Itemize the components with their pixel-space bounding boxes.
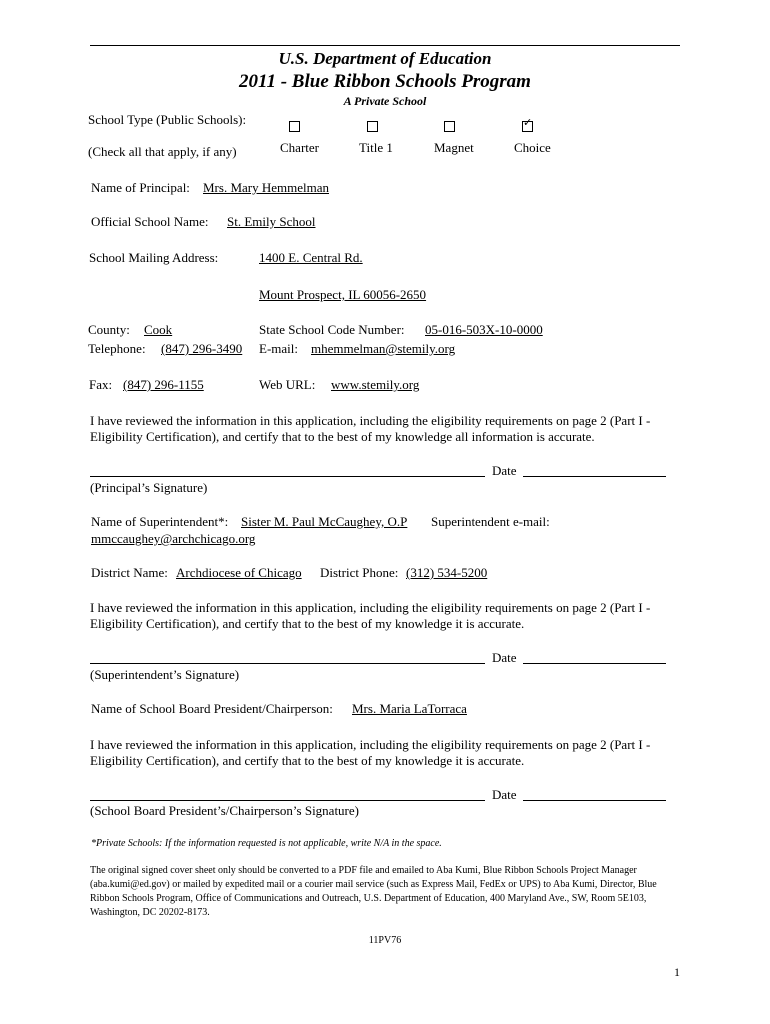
principal-date-line	[523, 476, 666, 477]
county-value: Cook	[144, 322, 173, 337]
telephone-value: (847) 296-3490	[161, 341, 243, 356]
superintendent-certification: I have reviewed the information in this application, including the eligibility requirements on page 2 (Part I - Eligibility Certification), and certify that to the best of my knowledge it is accurate.	[90, 600, 651, 631]
charter-label: Charter	[280, 140, 319, 155]
magnet-label: Magnet	[434, 140, 474, 155]
address-line1: 1400 E. Central Rd.	[259, 250, 363, 265]
school-kind-subtitle: A Private School	[343, 94, 427, 108]
address-line2: Mount Prospect, IL 60056-2650	[259, 287, 427, 302]
board-signature-line	[90, 800, 485, 801]
district-name-value: Archdiocese of Chicago	[176, 565, 302, 580]
state-code-label: State School Code Number:	[259, 322, 405, 337]
fax-label: Fax:	[89, 377, 113, 392]
email-value: mhemmelman@stemily.org	[311, 341, 456, 356]
principal-signature-line	[90, 476, 485, 477]
district-name-label: District Name:	[91, 565, 168, 580]
superintendent-date-label: Date	[492, 650, 517, 665]
choice-label: Choice	[514, 140, 551, 155]
school-type-hint: (Check all that apply, if any)	[88, 144, 237, 159]
state-code-value: 05-016-503X-10-0000	[425, 322, 543, 337]
district-phone-label: District Phone:	[320, 565, 399, 580]
principal-date-label: Date	[492, 463, 517, 478]
superintendent-email-label: Superintendent e-mail:	[431, 514, 550, 529]
superintendent-signature-caption: (Superintendent’s Signature)	[90, 667, 240, 682]
county-label: County:	[88, 322, 130, 337]
district-phone-value: (312) 534-5200	[406, 565, 488, 580]
telephone-label: Telephone:	[88, 341, 146, 356]
program-title: 2011 - Blue Ribbon Schools Program	[239, 71, 531, 92]
principal-certification: I have reviewed the information in this application, including the eligibility requirements on page 2 (Part I - Eligibility Certification), and certify that to the best of my knowledge all information is accurate.	[90, 413, 651, 444]
board-label: Name of School Board President/Chairperson:	[91, 701, 333, 716]
school-type-label: School Type (Public Schools):	[88, 112, 247, 127]
checkmark-icon: ✓	[523, 117, 533, 129]
superintendent-label: Name of Superintendent*:	[91, 514, 229, 529]
board-signature-caption: (School Board President’s/Chairperson’s Signature)	[90, 803, 359, 818]
title1-label: Title 1	[359, 140, 393, 155]
address-label: School Mailing Address:	[89, 250, 219, 265]
email-label: E-mail:	[259, 341, 298, 356]
mailing-instructions: The original signed cover sheet only should be converted to a PDF file and emailed to Aba Kumi, Blue Ribbon Schools Project Manager (aba.kumi@ed.gov) or mailed by expedited mail or a courier mail service (such as Express Mail, FedEx or UPS) to Aba Kumi, Director, Blue Ribbon Schools Program, Office of Communications and Outreach, U.S. Department of Education, 400 Maryland Ave., SW, Room 5E103, Washington, DC 20202-8173.	[90, 865, 657, 918]
board-date-label: Date	[492, 787, 517, 802]
superintendent-email: mmccaughey@archchicago.org	[91, 531, 256, 546]
principal-name: Mrs. Mary Hemmelman	[203, 180, 330, 195]
web-value: www.stemily.org	[331, 377, 420, 392]
title1-checkbox[interactable]	[367, 121, 378, 132]
page-number: 1	[674, 965, 680, 979]
principal-signature-caption: (Principal’s Signature)	[90, 480, 208, 495]
principal-label: Name of Principal:	[91, 180, 190, 195]
footnote: *Private Schools: If the information requested is not applicable, write N/A in the space.	[91, 838, 442, 849]
superintendent-name: Sister M. Paul McCaughey, O.P	[241, 514, 408, 529]
document-code: 11PV76	[368, 935, 402, 946]
charter-checkbox[interactable]	[289, 121, 300, 132]
web-label: Web URL:	[259, 377, 316, 392]
header-rule	[90, 45, 680, 46]
choice-checkbox[interactable]	[522, 117, 533, 132]
school-name-label: Official School Name:	[91, 214, 209, 229]
superintendent-date-line	[523, 663, 666, 664]
board-certification: I have reviewed the information in this application, including the eligibility requirements on page 2 (Part I - Eligibility Certification), and certify that to the best of my knowledge it is accurate.	[90, 737, 651, 768]
school-name-value: St. Emily School	[227, 214, 316, 229]
magnet-checkbox[interactable]	[444, 121, 455, 132]
fax-value: (847) 296-1155	[123, 377, 204, 392]
agency-title: U.S. Department of Education	[278, 49, 492, 68]
board-date-line	[523, 800, 666, 801]
board-name: Mrs. Maria LaTorraca	[352, 701, 467, 716]
superintendent-signature-line	[90, 663, 485, 664]
